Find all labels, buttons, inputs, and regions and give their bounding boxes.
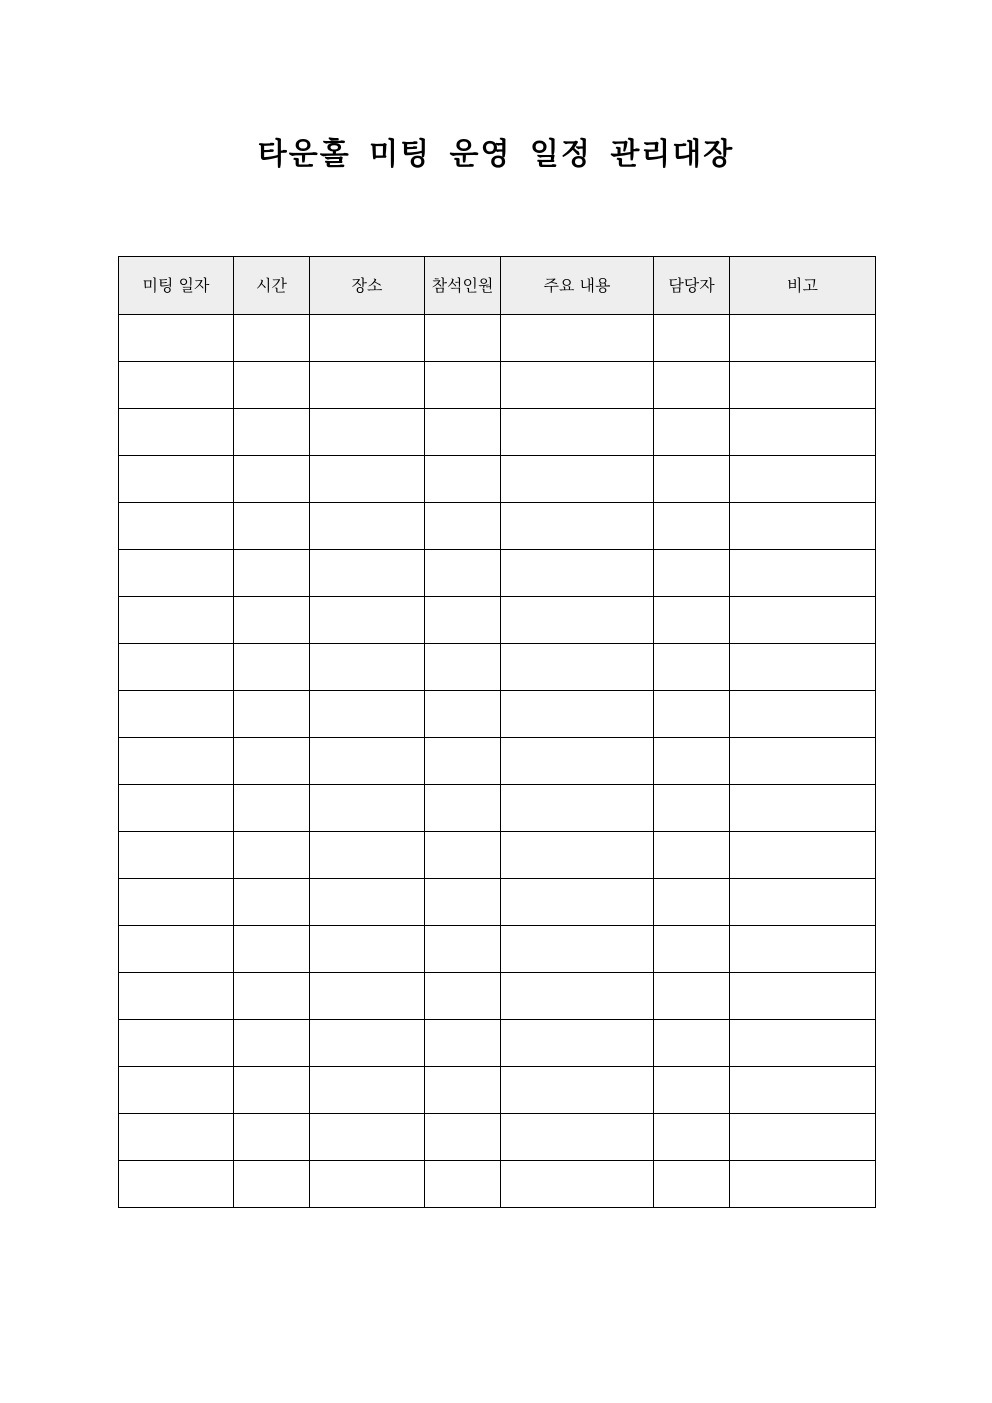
table-row	[119, 879, 876, 926]
cell-remarks[interactable]	[730, 597, 876, 644]
cell-attendees[interactable]	[425, 691, 501, 738]
cell-remarks[interactable]	[730, 503, 876, 550]
cell-meeting-date[interactable]	[119, 503, 234, 550]
cell-time[interactable]	[234, 926, 310, 973]
cell-remarks[interactable]	[730, 785, 876, 832]
cell-location[interactable]	[310, 597, 425, 644]
table-row	[119, 644, 876, 691]
cell-person-in-charge[interactable]	[654, 550, 730, 597]
cell-time[interactable]	[234, 315, 310, 362]
header-attendees: 참석인원	[425, 257, 501, 315]
cell-main-content[interactable]	[501, 409, 654, 456]
cell-attendees[interactable]	[425, 315, 501, 362]
cell-main-content[interactable]	[501, 550, 654, 597]
cell-attendees[interactable]	[425, 644, 501, 691]
cell-person-in-charge[interactable]	[654, 1020, 730, 1067]
cell-remarks[interactable]	[730, 362, 876, 409]
cell-main-content[interactable]	[501, 1067, 654, 1114]
cell-location[interactable]	[310, 879, 425, 926]
cell-meeting-date[interactable]	[119, 785, 234, 832]
cell-main-content[interactable]	[501, 785, 654, 832]
schedule-table	[118, 256, 876, 1208]
cell-person-in-charge[interactable]	[654, 644, 730, 691]
cell-location[interactable]	[310, 456, 425, 503]
cell-main-content[interactable]	[501, 1020, 654, 1067]
cell-person-in-charge[interactable]	[654, 738, 730, 785]
cell-location[interactable]	[310, 315, 425, 362]
cell-time[interactable]	[234, 409, 310, 456]
cell-attendees[interactable]	[425, 926, 501, 973]
table-row	[119, 1020, 876, 1067]
cell-main-content[interactable]	[501, 503, 654, 550]
cell-remarks[interactable]	[730, 315, 876, 362]
cell-location[interactable]	[310, 785, 425, 832]
header-location: 장소	[310, 257, 425, 315]
cell-time[interactable]	[234, 1161, 310, 1208]
cell-location[interactable]	[310, 409, 425, 456]
cell-attendees[interactable]	[425, 362, 501, 409]
header-meeting-date: 미팅 일자	[119, 257, 234, 315]
cell-person-in-charge[interactable]	[654, 973, 730, 1020]
cell-attendees[interactable]	[425, 785, 501, 832]
cell-location[interactable]	[310, 832, 425, 879]
cell-location[interactable]	[310, 691, 425, 738]
cell-main-content[interactable]	[501, 1161, 654, 1208]
cell-meeting-date[interactable]	[119, 738, 234, 785]
table-row	[119, 691, 876, 738]
cell-person-in-charge[interactable]	[654, 1161, 730, 1208]
header-time: 시간	[234, 257, 310, 315]
cell-attendees[interactable]	[425, 550, 501, 597]
cell-attendees[interactable]	[425, 738, 501, 785]
cell-location[interactable]	[310, 1020, 425, 1067]
cell-person-in-charge[interactable]	[654, 1067, 730, 1114]
cell-attendees[interactable]	[425, 1020, 501, 1067]
cell-attendees[interactable]	[425, 1114, 501, 1161]
cell-location[interactable]	[310, 362, 425, 409]
cell-person-in-charge[interactable]	[654, 503, 730, 550]
cell-attendees[interactable]	[425, 503, 501, 550]
cell-time[interactable]	[234, 1114, 310, 1161]
cell-attendees[interactable]	[425, 832, 501, 879]
table-row	[119, 503, 876, 550]
cell-attendees[interactable]	[425, 1067, 501, 1114]
table-row	[119, 785, 876, 832]
cell-meeting-date[interactable]	[119, 1114, 234, 1161]
cell-time[interactable]	[234, 362, 310, 409]
cell-attendees[interactable]	[425, 1161, 501, 1208]
cell-main-content[interactable]	[501, 738, 654, 785]
cell-attendees[interactable]	[425, 456, 501, 503]
cell-main-content[interactable]	[501, 832, 654, 879]
cell-person-in-charge[interactable]	[654, 832, 730, 879]
cell-time[interactable]	[234, 503, 310, 550]
cell-remarks[interactable]	[730, 644, 876, 691]
cell-person-in-charge[interactable]	[654, 691, 730, 738]
cell-time[interactable]	[234, 456, 310, 503]
table-row	[119, 1067, 876, 1114]
cell-meeting-date[interactable]	[119, 926, 234, 973]
cell-meeting-date[interactable]	[119, 409, 234, 456]
cell-location[interactable]	[310, 644, 425, 691]
cell-person-in-charge[interactable]	[654, 785, 730, 832]
table-row	[119, 550, 876, 597]
cell-meeting-date[interactable]	[119, 1020, 234, 1067]
cell-time[interactable]	[234, 973, 310, 1020]
cell-remarks[interactable]	[730, 691, 876, 738]
cell-attendees[interactable]	[425, 597, 501, 644]
table-row	[119, 315, 876, 362]
table-row	[119, 362, 876, 409]
table-row	[119, 409, 876, 456]
cell-main-content[interactable]	[501, 926, 654, 973]
header-remarks: 비고	[730, 257, 876, 315]
cell-remarks[interactable]	[730, 550, 876, 597]
cell-time[interactable]	[234, 550, 310, 597]
cell-main-content[interactable]	[501, 1114, 654, 1161]
cell-location[interactable]	[310, 1114, 425, 1161]
cell-meeting-date[interactable]	[119, 456, 234, 503]
cell-person-in-charge[interactable]	[654, 456, 730, 503]
cell-remarks[interactable]	[730, 1161, 876, 1208]
cell-meeting-date[interactable]	[119, 879, 234, 926]
header-main-content: 주요 내용	[501, 257, 654, 315]
cell-time[interactable]	[234, 691, 310, 738]
cell-time[interactable]	[234, 879, 310, 926]
cell-remarks[interactable]	[730, 879, 876, 926]
page-title: 타운홀 미팅 운영 일정 관리대장	[257, 137, 735, 172]
cell-remarks[interactable]	[730, 456, 876, 503]
cell-remarks[interactable]	[730, 973, 876, 1020]
table-row	[119, 973, 876, 1020]
cell-main-content[interactable]	[501, 644, 654, 691]
cell-main-content[interactable]	[501, 362, 654, 409]
cell-meeting-date[interactable]	[119, 1067, 234, 1114]
table-row	[119, 738, 876, 785]
cell-remarks[interactable]	[730, 926, 876, 973]
cell-time[interactable]	[234, 597, 310, 644]
table-row	[119, 597, 876, 644]
cell-meeting-date[interactable]	[119, 644, 234, 691]
cell-location[interactable]	[310, 550, 425, 597]
table-body	[119, 315, 876, 1208]
cell-time[interactable]	[234, 785, 310, 832]
header-row	[119, 257, 876, 315]
header-person-in-charge: 담당자	[654, 257, 730, 315]
cell-remarks[interactable]	[730, 738, 876, 785]
cell-remarks[interactable]	[730, 832, 876, 879]
cell-time[interactable]	[234, 644, 310, 691]
cell-person-in-charge[interactable]	[654, 597, 730, 644]
cell-attendees[interactable]	[425, 973, 501, 1020]
cell-person-in-charge[interactable]	[654, 926, 730, 973]
cell-person-in-charge[interactable]	[654, 315, 730, 362]
cell-person-in-charge[interactable]	[654, 1114, 730, 1161]
cell-attendees[interactable]	[425, 879, 501, 926]
cell-time[interactable]	[234, 832, 310, 879]
cell-location[interactable]	[310, 926, 425, 973]
cell-attendees[interactable]	[425, 409, 501, 456]
cell-main-content[interactable]	[501, 315, 654, 362]
cell-main-content[interactable]	[501, 879, 654, 926]
cell-meeting-date[interactable]	[119, 315, 234, 362]
cell-meeting-date[interactable]	[119, 362, 234, 409]
table-row	[119, 1161, 876, 1208]
cell-time[interactable]	[234, 1067, 310, 1114]
cell-location[interactable]	[310, 738, 425, 785]
cell-location[interactable]	[310, 1067, 425, 1114]
cell-person-in-charge[interactable]	[654, 879, 730, 926]
cell-location[interactable]	[310, 1161, 425, 1208]
cell-main-content[interactable]	[501, 691, 654, 738]
cell-main-content[interactable]	[501, 597, 654, 644]
cell-remarks[interactable]	[730, 1020, 876, 1067]
cell-main-content[interactable]	[501, 973, 654, 1020]
cell-meeting-date[interactable]	[119, 832, 234, 879]
cell-meeting-date[interactable]	[119, 550, 234, 597]
table-row	[119, 926, 876, 973]
cell-meeting-date[interactable]	[119, 1161, 234, 1208]
cell-person-in-charge[interactable]	[654, 362, 730, 409]
cell-remarks[interactable]	[730, 1114, 876, 1161]
cell-main-content[interactable]	[501, 456, 654, 503]
cell-remarks[interactable]	[730, 409, 876, 456]
cell-remarks[interactable]	[730, 1067, 876, 1114]
cell-meeting-date[interactable]	[119, 973, 234, 1020]
cell-person-in-charge[interactable]	[654, 409, 730, 456]
cell-time[interactable]	[234, 1020, 310, 1067]
table-row	[119, 832, 876, 879]
cell-location[interactable]	[310, 973, 425, 1020]
cell-location[interactable]	[310, 503, 425, 550]
cell-meeting-date[interactable]	[119, 691, 234, 738]
cell-time[interactable]	[234, 738, 310, 785]
cell-meeting-date[interactable]	[119, 597, 234, 644]
table-row	[119, 1114, 876, 1161]
table-row	[119, 456, 876, 503]
